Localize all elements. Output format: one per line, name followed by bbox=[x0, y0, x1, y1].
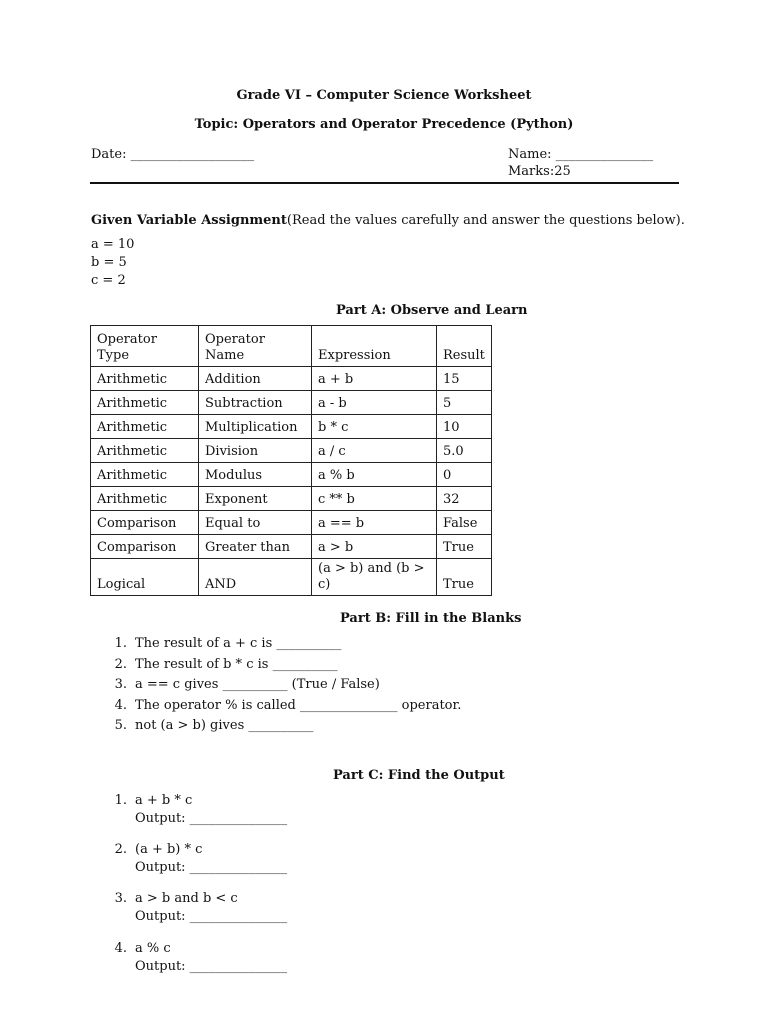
cell-type: Comparison bbox=[91, 535, 199, 559]
variable-list bbox=[91, 236, 134, 290]
cell-expression: a + b bbox=[312, 367, 437, 391]
marks-label: Marks:25 bbox=[508, 164, 571, 179]
expression-text: a % c bbox=[135, 941, 171, 956]
cell-name: Multiplication bbox=[199, 415, 312, 439]
list-item bbox=[105, 655, 461, 676]
item-number: 3. bbox=[114, 677, 127, 692]
table-row bbox=[91, 463, 492, 487]
cell-result: True bbox=[437, 559, 492, 596]
item-text: The operator % is called _______________ operator. bbox=[135, 697, 462, 713]
expression-text: a + b * c bbox=[135, 793, 193, 808]
cell-expression: (a > b) and (b > c) bbox=[312, 559, 437, 596]
cell-name: Division bbox=[199, 439, 312, 463]
cell-expression: a > b bbox=[312, 535, 437, 559]
variables-heading-bold: Given Variable Assignment bbox=[91, 213, 287, 228]
cell-name: Greater than bbox=[199, 535, 312, 559]
cell-result: 0 bbox=[437, 463, 492, 487]
item-number: 3. bbox=[114, 891, 127, 906]
output-item bbox=[105, 890, 287, 926]
item-text: a == c gives __________ (True / False) bbox=[135, 677, 380, 692]
cell-expression: a - b bbox=[312, 391, 437, 415]
output-item bbox=[105, 792, 287, 828]
cell-type: Arithmetic bbox=[91, 391, 199, 415]
cell-type: Comparison bbox=[91, 511, 199, 535]
name-field: Name: _______________ bbox=[508, 147, 654, 162]
cell-result: 5 bbox=[437, 391, 492, 415]
header-operator-type: Operator Type bbox=[91, 326, 199, 367]
cell-result: 10 bbox=[437, 415, 492, 439]
item-number: 1. bbox=[114, 793, 127, 808]
cell-name: Modulus bbox=[199, 463, 312, 487]
item-text: The result of a + c is __________ bbox=[135, 636, 342, 651]
cell-type: Arithmetic bbox=[91, 415, 199, 439]
output-item bbox=[105, 940, 287, 976]
operators-table bbox=[90, 325, 492, 596]
cell-type: Arithmetic bbox=[91, 487, 199, 511]
header-operator-name bbox=[199, 326, 312, 367]
output-expression bbox=[105, 890, 287, 908]
output-expression bbox=[105, 792, 287, 810]
cell-expression: c ** b bbox=[312, 487, 437, 511]
variable-b: b = 5 bbox=[91, 255, 127, 270]
item-number: 1. bbox=[114, 636, 127, 651]
header-expression: Expression bbox=[312, 326, 437, 367]
part-a-title: Part A: Observe and Learn bbox=[336, 303, 528, 318]
worksheet-topic: Topic: Operators and Operator Precedence (Python) bbox=[194, 117, 574, 132]
output-blank: Output: _______________ bbox=[135, 811, 288, 826]
table-row bbox=[91, 511, 492, 535]
table-row bbox=[91, 439, 492, 463]
table-row bbox=[91, 487, 492, 511]
part-c-title: Part C: Find the Output bbox=[333, 768, 505, 783]
cell-type: Arithmetic bbox=[91, 463, 199, 487]
header-operator-name-line1: Operator bbox=[205, 332, 265, 347]
cell-expression: a == b bbox=[312, 511, 437, 535]
item-number: 2. bbox=[114, 842, 127, 857]
table-row bbox=[91, 391, 492, 415]
fill-blanks-list bbox=[105, 634, 461, 737]
item-number: 4. bbox=[114, 941, 127, 956]
output-expression bbox=[105, 841, 287, 859]
cell-name: Addition bbox=[199, 367, 312, 391]
output-blank: Output: _______________ bbox=[135, 860, 288, 875]
cell-expression: a % b bbox=[312, 463, 437, 487]
variables-heading bbox=[91, 213, 685, 228]
expression-text: (a + b) * c bbox=[135, 842, 203, 857]
cell-expression: a / c bbox=[312, 439, 437, 463]
header-result: Result bbox=[437, 326, 492, 367]
table-row bbox=[91, 559, 492, 596]
table-row bbox=[91, 415, 492, 439]
header-operator-name-line2: Name bbox=[205, 348, 245, 363]
list-item bbox=[105, 696, 461, 717]
cell-result: True bbox=[437, 535, 492, 559]
output-item bbox=[105, 841, 287, 877]
list-item bbox=[105, 634, 461, 655]
table-header-row bbox=[91, 326, 492, 367]
cell-expression: b * c bbox=[312, 415, 437, 439]
item-number: 5. bbox=[114, 718, 127, 733]
worksheet-title: Grade VI – Computer Science Worksheet bbox=[236, 88, 532, 103]
cell-name: Exponent bbox=[199, 487, 312, 511]
header-divider bbox=[90, 182, 679, 184]
table-row bbox=[91, 367, 492, 391]
cell-result: 32 bbox=[437, 487, 492, 511]
output-blank: Output: _______________ bbox=[135, 959, 288, 974]
expression-text: a > b and b < c bbox=[135, 891, 238, 906]
cell-type: Logical bbox=[91, 559, 199, 596]
part-b-title: Part B: Fill in the Blanks bbox=[340, 611, 522, 626]
item-number: 4. bbox=[114, 697, 127, 713]
list-item bbox=[105, 675, 461, 696]
date-field: Date: ___________________ bbox=[91, 147, 255, 162]
cell-result: False bbox=[437, 511, 492, 535]
item-text: The result of b * c is __________ bbox=[135, 656, 338, 672]
cell-name: Equal to bbox=[199, 511, 312, 535]
output-blank: Output: _______________ bbox=[135, 909, 288, 924]
variable-a: a = 10 bbox=[91, 237, 135, 252]
cell-result: 5.0 bbox=[437, 439, 492, 463]
variable-c: c = 2 bbox=[91, 273, 126, 288]
table-row bbox=[91, 535, 492, 559]
output-expression bbox=[105, 940, 287, 958]
list-item bbox=[105, 716, 461, 737]
cell-name: AND bbox=[199, 559, 312, 596]
cell-type: Arithmetic bbox=[91, 439, 199, 463]
cell-type: Arithmetic bbox=[91, 367, 199, 391]
variables-heading-note: (Read the values carefully and answer the questions below). bbox=[286, 213, 685, 228]
cell-name: Subtraction bbox=[199, 391, 312, 415]
item-number: 2. bbox=[114, 656, 127, 672]
cell-result: 15 bbox=[437, 367, 492, 391]
item-text: not (a > b) gives __________ bbox=[135, 718, 314, 733]
